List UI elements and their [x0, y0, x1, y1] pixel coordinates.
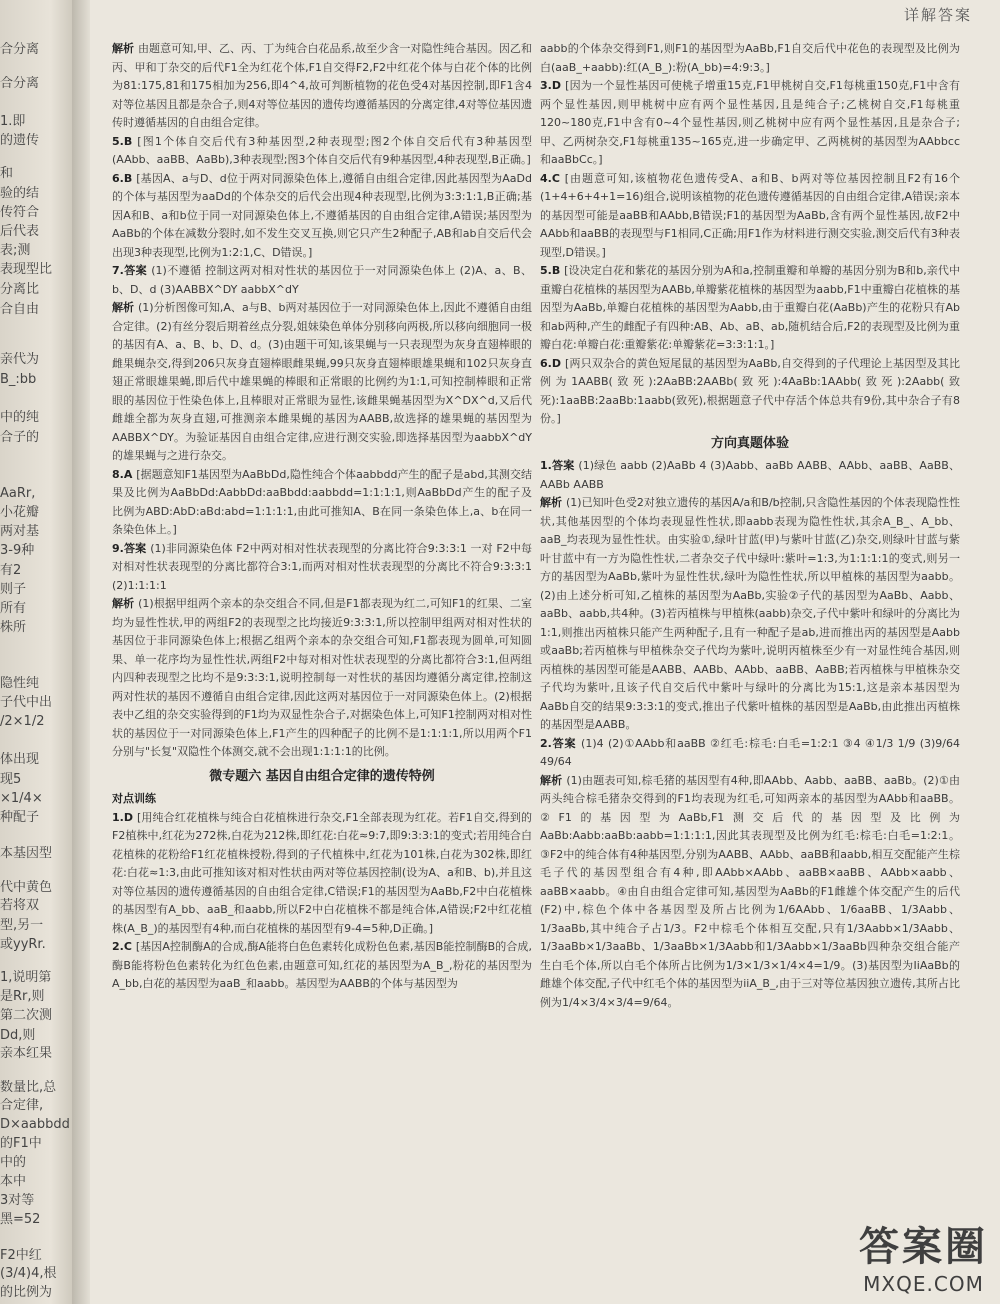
strip-fragment: 表现型比 [0, 262, 53, 277]
answer-text: 由题意可知,甲、乙、丙、丁为纯合白花品系,故至少含一对隐性纯合基因。因乙和丙、甲和丁杂交的后代F1全为红花个体,F1自交得F2,F2中红花个体与白花个体的比例为81:175,81和175相加为256,即4^4,故可判断植物的花色受4对基因控制,即F1含4对等位基因且都是杂合子,则4对等位基因的遗传均遵循基因的分离定律,4对等位基因遗传时遵循基因的自由组合定律。 [112, 42, 532, 129]
answer-paragraph [112, 809, 532, 939]
strip-fragment: 型,另一 [0, 918, 44, 933]
answer-text: [用纯合红花植株与纯合白花植株进行杂交,F1全部表现为红花。若F1自交,得到的F2植株中,红花为272株,白花为212株,即红花:白花≈9:7,即9:3:3:1的变式;若用纯合白花植株的花粉给F1红花植株授粉,得到的子代植株中,红花为101株,白花为302株,即红花:白花≈1:3,由此可推知该对相对性状由两对等位基因控制(设为A、a和B、b),并且这对等位基因的遗传遵循基因的自由组合定律,C错误;F1的基因型为AaBb,F2中白花植株的基因型有A_bb、aaB_和aabb,所以F2中白花植株不都是纯合体,A错误;F2中红花植株(A_B_)的基因型有4种,而白花植株的基因型有9-4=5种,D正确。] [112, 810, 533, 935]
strip-fragment: 有2 [0, 563, 22, 578]
answer-paragraph [112, 40, 532, 133]
watermark-text: 答案圈 [859, 1224, 988, 1270]
strip-fragment: 小花瓣 [0, 505, 40, 520]
answer-label: 3.D [540, 79, 566, 92]
answer-paragraph [540, 494, 960, 735]
strip-fragment: D×aabbdd [0, 1117, 70, 1132]
answer-paragraph [112, 299, 532, 466]
strip-fragment: 验的结 [0, 186, 40, 201]
strip-fragment: 亲代为 [0, 352, 40, 367]
answer-label: 5.B [540, 264, 565, 277]
answer-label: 解析 [112, 301, 138, 314]
answer-label: 解析 [112, 42, 138, 55]
strip-fragment: 1,说明第 [0, 970, 52, 985]
answer-text: [两只双杂合的黄色短尾鼠的基因型为AaBb,自交得到的子代理论上基因型及其比例为1AABB(致死):2AaBB:2AABb(致死):4AaBb:1AAbb(致死):2Aabb(致死):1aaBB:2aaBb:1aabb(致死),根据题意子代中存活个体总共有9份,其中杂合子有8份。] [540, 356, 960, 425]
strip-fragment: Dd,则 [0, 1028, 36, 1043]
strip-fragment: 株所 [0, 620, 27, 635]
answer-label: 8.A [112, 467, 137, 481]
strip-fragment: B_:bb [0, 372, 37, 387]
strip-fragment: 种配子 [0, 810, 40, 825]
strip-fragment: ×1/4× [0, 791, 43, 806]
answer-label: 5.B [112, 134, 138, 148]
answer-text: (1)4 (2)①AAbb和aaBB ②红毛:棕毛:白毛=1:2:1 ③4 ④1/3 1/9 (3)9/64 49/64 [540, 736, 960, 768]
answer-text: [由题意可知,该植物花色遗传受A、a和B、b两对等位基因控制且F2有16个(1+4+6+4+1=16)组合,说明该植物的花色遗传遵循基因的自由组合定律,A错误;亲本的基因型可能是aaBB和AAbb,B错误;F1的基因型为AaBb,含有两个显性基因,故F2中AAbb和aaBB的表现型与F1相同,C正确;用F1作为材料进行测交实验,测交后代有3种表现型,D错误。] [540, 171, 960, 259]
answer-text: (1)根据甲组两个亲本的杂交组合不同,但是F1都表现为红二,可知F1的红果、二室均为显性性状,甲的两组F2的表现型之比均接近9:3:3:1,所以控制甲组两对相对性状的基因位于非同源染色体上;根据乙组两个亲本的杂交组合可知,F1都表现为圆单,可知圆果、单一花序均为显性性状,两组F2中每对相对性状表现型的分离比都符合3:1,但两组内四种表现型之比均不是9:3:3:1,说明控制每一对性状的基因均遵循分离定律,控制这两对性状的基因不遵循自由组合定律,因此这两对基因位于一对同源染色体上。(2)根据表中乙组的杂交实验得到的F1均为双显性杂合子,对据染色体上,可知F1控制两对相对性状的基因位于一对同源染色体上,F1产生的四种配子的比例不是1:1:1:1,所以用两个F1分别与"长复"双隐性个体测交,就不会出现1:1:1:1的比例。 [112, 597, 532, 758]
strip-fragment: 黑=52 [0, 1212, 41, 1227]
watermark-url: MXQE.COM [863, 1272, 984, 1296]
strip-fragment: 亲本红果 [0, 1046, 53, 1061]
strip-fragment: AaRr, [0, 486, 36, 501]
strip-fragment: 后代表 [0, 224, 40, 239]
answer-label: 1.D [112, 810, 137, 824]
strip-fragment: (3/4)4,根 [0, 1266, 57, 1281]
strip-fragment: 则子 [0, 582, 27, 597]
answer-label: 解析 [112, 597, 139, 610]
page-header: 详解答案 [903, 6, 972, 24]
answer-text: [图1个体自交后代有3种基因型,2种表现型;图2个体自交后代有3种基因型(AAbb、aaBB、AaBb),3种表现型;图3个体自交后代有9种基因型,4种表现型,B正确。] [112, 134, 532, 166]
strip-fragment: 代中黄色 [0, 880, 53, 895]
answer-paragraph [112, 170, 532, 263]
answer-text: [据题意知F1基因型为AaBbDd,隐性纯合个体aabbdd产生的配子是abd,其测交结果及比例为AaBbDd:AabbDd:aaBbdd:aabbdd=1:1:1:1,则AaBbDd产生的配子及比例为ABD:AbD:aBd:abd=1:1:1:1,由此可推知A、B在同一条染色体上,a、b在同一条染色体上。] [112, 467, 532, 536]
subsection-title: 对点训练 [112, 792, 156, 805]
strip-fragment: 和 [0, 166, 14, 181]
strip-fragment: 本基因型 [0, 846, 53, 861]
answer-text: [基因A、a与D、d位于两对同源染色体上,遵循自由组合定律,因此基因型为AaDd的个体与基因型为aaDd的个体杂交的后代会出现4种表现型,比例为3:3:1:1,B正确;基因A和B、a和b位于同一对同源染色体上,不遵循基因的自由组合定律,A错误;基因型为AaBb的个体在减数分裂时,如不发生交叉互换,则它只产生2种配子,AB和ab自交后代会出现3种表现型,比例为1:2:1,C、D错误。] [112, 171, 532, 259]
strip-fragment: 本中 [0, 1174, 27, 1189]
answer-text: (1)分析图像可知,A、a与B、b两对基因位于一对同源染色体上,因此不遵循自由组合定律。(2)有丝分裂后期着丝点分裂,姐妹染色单体分别移向两极,所以移向细胞同一极的基因有A、a、B、b、D、d。(3)由题干可知,该果蝇与一只表现型为灰身直翅棒眼的雌果蝇杂交,得到206只灰身直翅棒眼雌果蝇,99只灰身直翅棒眼雄果蝇和102只灰身直翅正常眼雄果蝇,即后代中雄果蝇的棒眼和正常眼的比例约为1:1,可知控制棒眼和正常眼的基因位于性染色体上,且棒眼对正常眼为显性,该雌果蝇基因型为X^DX^d,又后代雌雄全都为灰身直翅,可推测亲本雌果蝇的基因为AABB,故选择的雄果蝇的基因型为AABBX^DY。为验证基因自由组合定律,应进行测交实验,即选择基因型为aabbX^dY的雄果蝇与之进行杂交。 [112, 301, 532, 462]
answer-label: 6.B [112, 171, 137, 185]
answer-text: (1)非同源染色体 F2中两对相对性状表现型的分离比符合9:3:3:1 一对 F2中每对相对性状表现型的分离比都符合3:1,而两对相对性状表现型的分离比不符合9:3:3:1 (2)1:1:1:1 [112, 541, 532, 592]
section-title: 微专题六 基因自由组合定律的遗传特例 [209, 768, 435, 784]
answer-paragraph [540, 355, 960, 429]
strip-fragment: 表;测 [0, 243, 31, 258]
answer-label: 2.C [112, 940, 136, 953]
answer-paragraph [540, 457, 960, 494]
answer-text: (1)已知叶色受2对独立遗传的基因A/a和B/b控制,只含隐性基因的个体表现隐性性状,其他基因型的个体均表现显性性状,即aabb表现为隐性性状,其余A_B_、A_bb、aaB_均表现为显性性状。由实验①,绿叶甘蓝(甲)与紫叶甘蓝(乙)杂交,则绿叶甘蓝与紫叶甘蓝中有一方为隐性性状,二者杂交子代中绿叶:紫叶=1:3,为1:1:1:1的变式,则另一方的基因型为AaBb,紫叶为显性性状,绿叶为隐性性状,所以甲植株的基因型为aabb。(2)由上述分析可知,乙植株的基因型为AaBb,实验②子代的基因型为AaBb、Aabb、aaBb、aabb,共4种。(3)若丙植株与甲植株(aabb)杂交,子代中紫叶和绿叶的分离比为1:1,则推出丙植株只能产生两种配子,且有一种配子是ab,进而推出丙的基因型是Aabb或aaBb;若丙植株与甲植株杂交子代均为紫叶,说明丙植株至少有一对显性纯合基因,则丙植株的基因型可能是AABB、AABb、AAbb、aaBB、AaBB;若丙植株与甲植株杂交子代均为紫叶,且该子代自交后代中紫叶与绿叶的分离比为15:1,这是亲本基因型为AaBb自交的结果9:3:3:1的变式,推出子代紫叶植株的基因型是AaBb,由此推出丙植株的基因型是AABB。 [540, 496, 960, 731]
answer-text: (1)绿色 aabb (2)AaBb 4 (3)Aabb、aaBb AABB、AAbb、aaBB、AaBB、AABb AABB [540, 459, 960, 491]
book-gutter [72, 0, 90, 1304]
answer-text: [因为一个显性基因可使桃子增重15克,F1甲桃树自交,F1每桃重150克,F1中含有两个显性基因,则甲桃树中应有两个显性基因,且是纯合子;乙桃树自交,F1每桃重120~180克,F1中含有0~4个显性基因,则乙桃树中应有两个显性基因,且是杂合子;甲、乙两树杂交,F1每桃重135~165克,进一步确定甲、乙两桃树的基因型为AAbbcc和aaBbCc。] [540, 79, 961, 166]
strip-fragment: F2中红 [0, 1248, 42, 1263]
adjacent-page-strip [0, 0, 72, 1304]
answer-paragraph [112, 540, 532, 596]
strip-fragment: 隐性纯 [0, 676, 40, 691]
answer-text: [设决定白花和紫花的基因分别为A和a,控制重瓣和单瓣的基因分别为B和b,亲代中重瓣白花植株的基因型为AABb,单瓣紫花植株的基因型为aabb,F1中重瓣白花植株的基因型为AaBb,单瓣白花植株的基因型为Aabb,由于重瓣白花(AaBb)产生的花粉只有Ab和ab两种,产生的雌配子有四种:AB、Ab、aB、ab,随机结合后,F2的表现型及比例为重瓣白花:单瓣白花:重瓣紫花:单瓣紫花=3:3:1:1。] [540, 264, 961, 351]
strip-fragment: 1.即 [0, 114, 26, 129]
strip-fragment: 分离比 [0, 282, 40, 297]
answer-label: 1.答案 [540, 459, 579, 472]
answer-paragraph [112, 262, 532, 299]
strip-fragment: 中的 [0, 1155, 27, 1170]
strip-fragment: 的遗传 [0, 133, 40, 148]
answer-text: [基因A控制酶A的合成,酶A能将白色色素转化成粉色色素,基因B能控制酶B的合成,酶B能将粉色色素转化为红色色素,由题意可知,红花的基因型为A_B_,粉花的基因型为A_bb,白花的基因型为aaB_和aabb。基因型为AABB的个体与基因型为 [112, 940, 532, 990]
answer-label: 7.答案 [112, 264, 152, 277]
strip-fragment: 3对等 [0, 1193, 35, 1208]
answer-text: aabb的个体杂交得到F1,则F1的基因型为AaBb,F1自交后代中花色的表现型及比例为白(aaB_+aabb):红(A_B_):粉(A_bb)=4:9:3。] [540, 42, 960, 74]
right-column [540, 40, 960, 1012]
strip-fragment: 第二次测 [0, 1008, 53, 1023]
answer-paragraph [112, 133, 532, 170]
strip-fragment: 中的纯 [0, 410, 40, 425]
answer-label: 6.D [540, 356, 565, 370]
strip-fragment: 两对基 [0, 524, 40, 539]
strip-fragment: 子代中出 [0, 695, 53, 710]
section-title: 方向真题体验 [710, 435, 789, 451]
answer-label: 解析 [540, 496, 566, 509]
strip-fragment: 3-9种 [0, 543, 35, 558]
answer-paragraph [540, 772, 960, 1013]
strip-fragment: 现5 [0, 772, 22, 787]
answer-label: 2.答案 [540, 736, 582, 750]
strip-fragment: 合分离 [0, 42, 40, 57]
answer-label: 解析 [540, 773, 567, 787]
answer-paragraph [540, 735, 960, 772]
answer-paragraph [112, 595, 532, 762]
strip-fragment: 的比例为 [0, 1285, 53, 1300]
strip-fragment: 的F1中 [0, 1136, 42, 1151]
strip-fragment: 传符合 [0, 205, 40, 220]
answer-text: (1)不遵循 控制这两对相对性状的基因位于一对同源染色体上 (2)A、a、B、b、D、d (3)AABBX^DY aabbX^dY [112, 264, 532, 296]
watermark-logo [859, 1215, 988, 1296]
strip-fragment: 合分离 [0, 76, 40, 91]
strip-fragment: 是Rr,则 [0, 989, 45, 1004]
strip-fragment: 或yyRr. [0, 937, 46, 952]
strip-fragment: 合子的 [0, 430, 40, 445]
strip-fragment: 合定律, [0, 1098, 44, 1113]
left-column [112, 40, 532, 994]
strip-fragment: 若将双 [0, 898, 40, 913]
answer-paragraph [540, 170, 960, 263]
strip-fragment: /2×1/2 [0, 714, 45, 729]
strip-fragment: 数量比,总 [0, 1080, 57, 1095]
answer-paragraph [112, 466, 532, 540]
strip-fragment: 所有 [0, 601, 27, 616]
answer-label: 4.C [540, 171, 565, 185]
answer-paragraph [540, 262, 960, 355]
answer-paragraph [540, 40, 960, 77]
answer-text: (1)由题表可知,棕毛猪的基因型有4种,即AAbb、Aabb、aaBB、aaBb。(2)①由两头纯合棕毛猪杂交得到的F1均表现为红毛,可知两亲本的基因型为AAbb和aaBB。②F1的基因型为AaBb,F1测交后代的基因型及比例为AaBb:Aabb:aaBb:aabb=1:1:1:1,因此其表现型及比例为红毛:棕毛:白毛=1:2:1。③F2中的纯合体有4种基因型,分别为AABB、AAbb、aaBB和aabb,相互交配能产生棕毛子代的基因型组合有4种,即AAbb×AAbb、aaBB×aaBB、AAbb×aabb、aaBB×aabb。④由自由组合定律可知,基因型为AaBb的F1雌雄个体交配产生的后代(F2)中,棕色个体中各基因型及所占比例为1/6AAbb、1/6aaBB、1/3Aabb、1/3aaBb,其中纯合子占1/3。F2中棕毛个体相互交配,只有1/3Aabb×1/3Aabb、1/3aaBb×1/3aaBb、1/3aaBb×1/3Aabb和1/3Aabb×1/3aaBb四种杂交组合能产生白毛个体,所以白毛个体所占比例为1/3×1/3×1/4×4=1/9。(3)基因型为IiAaBb的雌雄个体交配,子代中红毛个体的基因型为iiA_B_,由于三对等位基因独立遗传,其所占比例为1/4×3/4×3/4=9/64。 [540, 773, 960, 1009]
answer-label: 9.答案 [112, 541, 151, 555]
strip-fragment: 合自由 [0, 302, 40, 317]
answer-paragraph [540, 77, 960, 170]
answer-paragraph [112, 938, 532, 994]
strip-fragment: 体出现 [0, 752, 40, 767]
